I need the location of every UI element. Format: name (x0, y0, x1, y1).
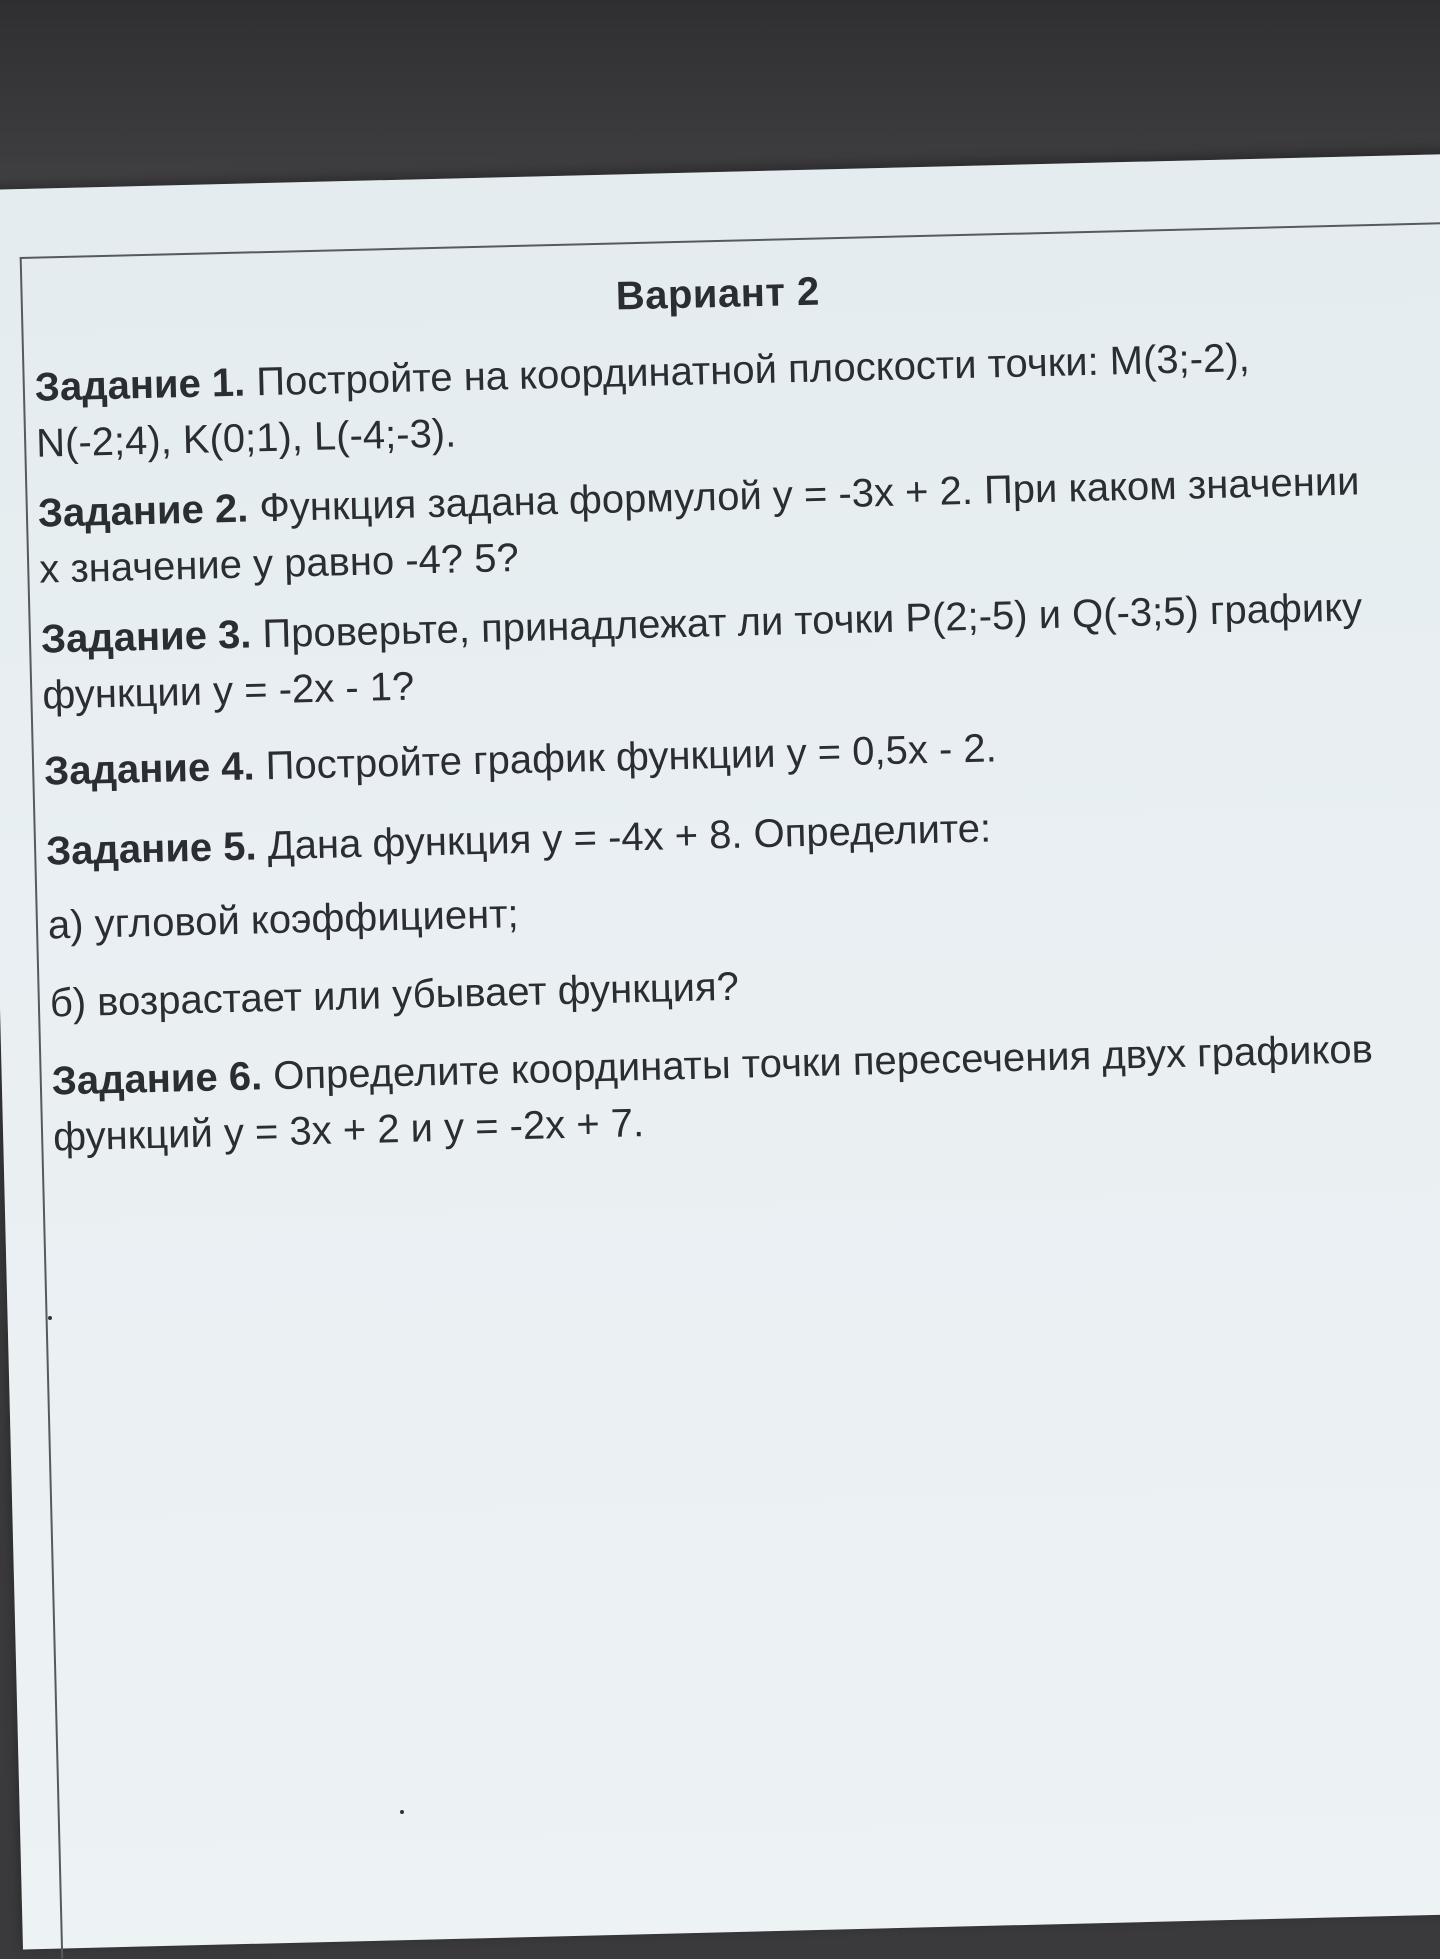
task-3-label: Задание 3. (40, 612, 252, 662)
paper-speck (400, 1810, 404, 1814)
task-2-label: Задание 2. (37, 486, 249, 536)
task-6-label: Задание 6. (51, 1054, 263, 1104)
task-4-text: Постройте график функции y = 0,5x - 2. (254, 726, 998, 789)
variant-title: Вариант 2 (615, 269, 821, 319)
task-4-label: Задание 4. (43, 744, 256, 794)
task-5-item-a: а) угловой коэффициент; (47, 892, 520, 948)
task-1-label: Задание 1. (34, 360, 246, 410)
task-2 (37, 453, 1379, 598)
task-3 (40, 579, 1382, 724)
task-5-item-b: б) возрастает или убывает функция? (49, 964, 740, 1026)
task-1 (34, 327, 1376, 472)
task-6 (51, 1021, 1393, 1166)
paper-speck (48, 1316, 52, 1320)
worksheet-paper (0, 153, 1440, 1949)
task-2-text: Функция задана формулой y = -3x + 2. При каком значении x значение y равно -4? 5? (38, 459, 1360, 592)
worksheet-content (32, 256, 1393, 1179)
task-5-label: Задание 5. (45, 824, 258, 874)
task-5-text: Дана функция y = -4x + 8. Определите: (256, 806, 992, 869)
task-3-text: Проверьте, принадлежат ли точки P(2;-5) и Q(-3;5) графику функции y = -2x - 1? (41, 585, 1363, 718)
task-6-text: Определите координаты точки пересечения двух графиков функций y = 3x + 2 и y = -2x + 7. (52, 1027, 1374, 1160)
task-1-text: Постройте на координатной плоскости точки: M(3;-2), N(-2;4), K(0;1), L(-4;-3). (35, 336, 1251, 466)
task-4 (44, 711, 1385, 800)
task-5 (45, 791, 1386, 880)
